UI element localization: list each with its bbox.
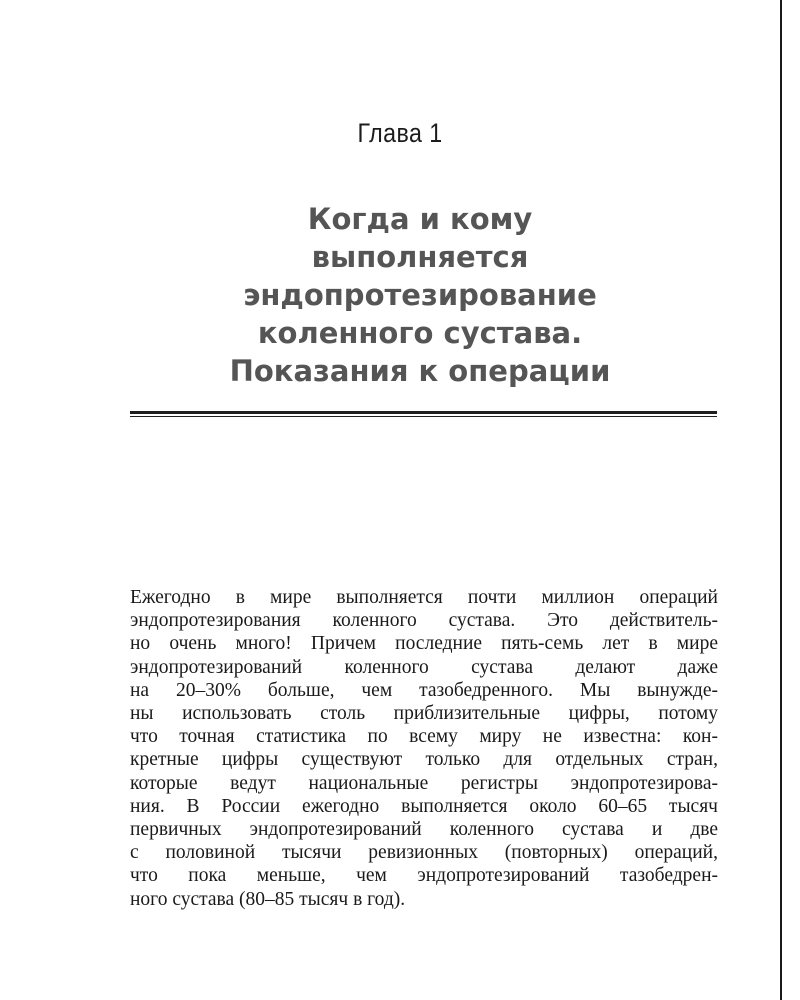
body-line: что пока меньше, чем эндопротезирований тазобедрен- <box>130 865 718 887</box>
chapter-title-line: Когда и кому <box>307 202 533 236</box>
chapter-label: Глава 1 <box>357 118 443 148</box>
body-line: но очень много! Причем последние пять-семь лет в мире <box>130 633 718 655</box>
title-divider-thick <box>130 411 717 414</box>
body-line: эндопротезирования коленного сустава. Это действитель- <box>130 610 718 632</box>
title-divider <box>130 411 717 417</box>
body-line: с половиной тысячи ревизионных (повторных) операций, <box>130 842 718 864</box>
body-line: которые ведут национальные регистры эндопротезирова- <box>130 772 718 794</box>
body-line: ния. В России ежегодно выполняется около 60–65 тысяч <box>130 795 718 817</box>
body-line: первичных эндопротезирований коленного сустава и две <box>130 819 718 841</box>
body-line: кретные цифры существуют только для отдельных стран, <box>130 749 718 771</box>
chapter-title-line: Показания к операции <box>229 354 611 388</box>
chapter-title <box>100 200 740 390</box>
body-line: ного сустава (80–85 тысяч в год). <box>130 888 406 910</box>
page-edge-rule <box>780 0 782 1000</box>
body-line: эндопротезирований коленного сустава делают даже <box>130 656 718 678</box>
body-line: ны использовать столь приблизительные цифры, потому <box>130 703 718 725</box>
title-divider-thin <box>130 416 717 417</box>
chapter-title-line: выполняется <box>311 240 529 274</box>
body-line: что точная статистика по всему миру не известна: кон- <box>130 726 718 748</box>
body-line: Ежегодно в мире выполняется почти миллион операций <box>130 587 718 608</box>
chapter-title-line: коленного сустава. <box>257 316 583 350</box>
body-paragraph <box>130 586 718 911</box>
chapter-title-line: эндопротезирование <box>243 278 597 312</box>
body-line: на 20–30% больше, чем тазобедренного. Мы вынужде- <box>130 679 718 701</box>
